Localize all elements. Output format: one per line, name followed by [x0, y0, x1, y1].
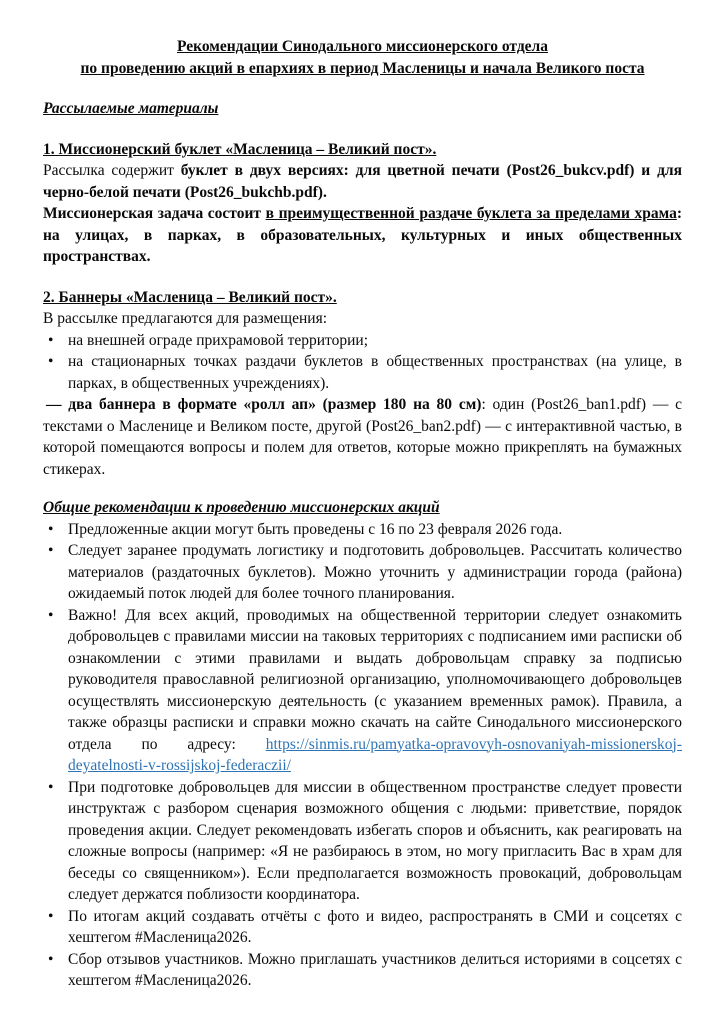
recommendations-heading: Общие рекомендации к проведению миссионерских акций	[43, 499, 440, 516]
materials-heading: Рассылаемые материалы	[43, 100, 219, 117]
list-item-fence-placement: • на внешней ограде прихрамовой территории;	[43, 330, 682, 352]
rules-text-run: Важно! Для всех акций, проводимых на общественной территории следует ознакомить добровольцев с правилами миссии на таковых территориях с подписанием ими расписки об ознакомлении с этими правилами и выдать добровольцам справку за подписью руководителя православной религиозной организацию, уполномочивающего добровольцев осуществлять миссионерскую деятельность (с указанием временных рамок). Правила, а также образцы расписки и справки можно скачать на сайте Синодального миссионерского отдела по адресу:	[68, 606, 682, 753]
booklet-mission-lead-run: Миссионерская задача состоит	[43, 205, 266, 222]
sinmis-rules-link[interactable]: https://sinmis.ru/pamyatka-opravovyh-osnovaniyah-missionerskoj-deyatelnosti-v-rossijskoj-federaczii/	[68, 735, 682, 774]
banner-format-regular-run: : один (Post26_ban1.pdf) — с текстами о Масленице и Великом посте, другой (Post26_ban2.pdf) — с интерактивной частью, в которой помещаются вопросы и полем для ответов, которые можно прикреплять на бумажных стикерах.	[43, 396, 683, 478]
document-title-line2: по проведению акций в епархиях в период Масленицы и начала Великого поста	[80, 59, 645, 77]
banner-format-bold-run: — два баннера в формате «ролл ап» (размер 180 на 80 см)	[46, 396, 482, 413]
document-title-line1: Рекомендации Синодального миссионерского отдела	[176, 38, 548, 55]
booklet-versions-regular-run: Рассылка содержит	[43, 162, 181, 179]
booklet-item-title: 1. Миссионерский буклет «Масленица – Великий пост».	[43, 140, 437, 158]
recommendations-list	[43, 519, 682, 992]
list-item-rules	[43, 605, 682, 777]
banner-placement-list	[43, 330, 682, 395]
booklet-versions-bold-run: буклет в двух версиях: для цветной печати (Post26_bukcv.pdf) и для черно-белой печати (Post26_bukchb.pdf).	[43, 162, 683, 201]
banners-item-title: 2. Баннеры «Масленица – Великий пост».	[43, 288, 337, 306]
list-item-feedback: • Сбор отзывов участников. Можно приглашать участников делиться историями в соцсетях с хештегом #Масленица2026.	[43, 949, 682, 992]
list-item-reports: • По итогам акций создавать отчёты с фото и видео, распространять в СМИ и соцсетях с хештегом #Масленица2026.	[43, 906, 682, 949]
banners-intro: В рассылке предлагаются для размещения:	[43, 310, 328, 327]
booklet-mission-underlined-run: в преимущественной раздаче буклета за пределами храма	[265, 205, 677, 222]
banner-format-paragraph	[43, 394, 682, 480]
list-item-dates: • Предложенные акции могут быть проведены с 16 по 23 февраля 2026 года.	[43, 519, 682, 541]
list-item-logistics: • Следует заранее продумать логистику и подготовить добровольцев. Рассчитать количество материалов (раздаточных буклетов). Можно уточнить у администрации города (района) ожидаемый поток людей для более точного планирования.	[43, 540, 682, 605]
document-title	[43, 36, 682, 79]
list-item-distribution-points: • на стационарных точках раздачи буклетов в общественных пространствах (на улице, в парках, в общественных учреждениях).	[43, 351, 682, 394]
booklet-mission-paragraph	[43, 203, 682, 268]
booklet-mission-tail-run: : на улицах, в парках, в образовательных, культурных и иных общественных пространствах.	[43, 205, 682, 265]
booklet-versions-paragraph	[43, 160, 682, 203]
list-item-briefing: • При подготовке добровольцев для миссии в общественном пространстве следует провести инструктаж с разбором сценария возможного общения с людьми: приветствие, порядок проведения акции. Следует рекомендовать избегать споров и объяснить, как реагировать на сложные вопросы (например: «Я не разбираюсь в этом, но могу пригласить Вас в храм для беседы со священником»). Если предполагается возможность провокаций, добровольцам следует держатся поблизости координатора.	[43, 777, 682, 906]
